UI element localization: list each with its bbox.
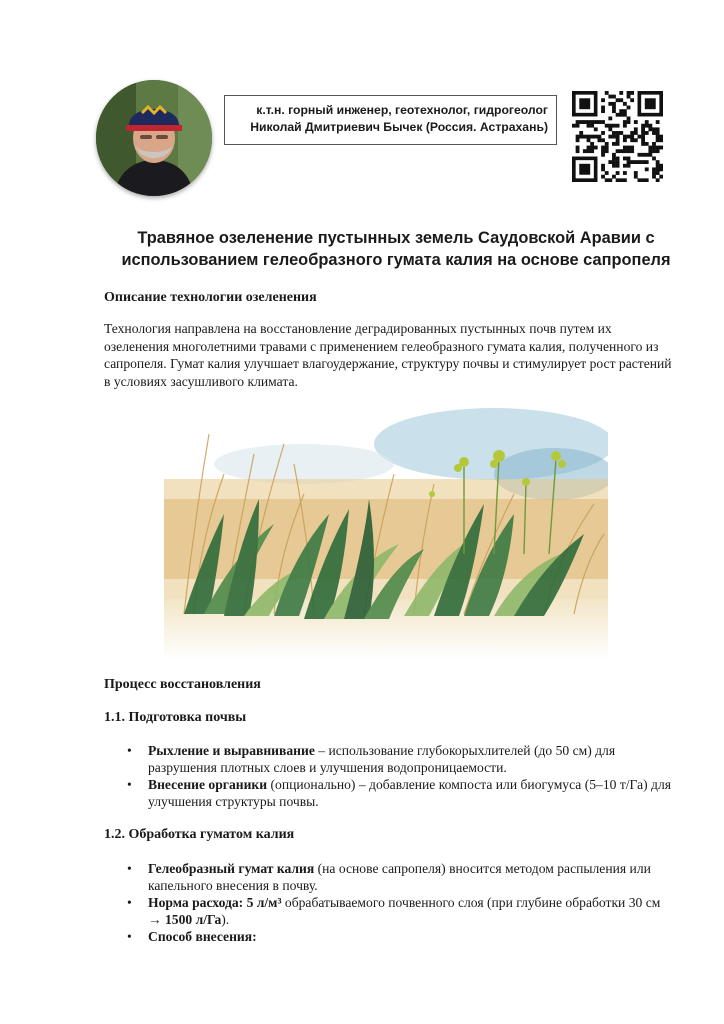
grass-illustration [164, 404, 608, 660]
title-line-2: использованием гелеобразного гумата калия на основе сапропеля [121, 251, 671, 269]
bullet: • [127, 895, 132, 910]
humate-list [104, 860, 674, 945]
author-photo [96, 80, 212, 196]
author-box [224, 95, 557, 145]
soil-prep-list [104, 742, 674, 810]
section-heading-description: Описание технологии озеленения [104, 290, 317, 305]
list-item: • Норма расхода: 5 л/м³ обрабатываемого почвенного слоя (при глубине обработки 30 см → 1500 л/Га). [127, 895, 661, 927]
author-name: Николай Дмитриевич Бычек (Россия. Астрахань) [250, 120, 548, 134]
qr-code-icon[interactable] [572, 91, 663, 182]
list-item: • Рыхление и выравнивание – использование глубокорыхлителей (до 50 см) для разрушения плотных слоев и улучшения водопроницаемости. [127, 743, 616, 775]
bullet: • [127, 929, 132, 944]
subsection-heading-soil-prep: 1.1. Подготовка почвы [104, 710, 247, 725]
author-credentials: к.т.н. горный инженер, геотехнолог, гидрогеолог [256, 103, 548, 117]
bullet: • [127, 861, 132, 876]
title-line-1: Травяное озеленение пустынных земель Саудовской Аравии с [137, 229, 655, 247]
description-paragraph: Технология направлена на восстановление деградированных пустынных почв путем их озеленения многолетними травами с применением гелеобразного гумата калия, полученного из сапропеля. Гумат калия улучшает влагоудержание, структуру почвы и стимулирует рост растений в условиях засушливого климата. [104, 321, 672, 389]
list-item: • Гелеобразный гумат калия (на основе сапропеля) вносится методом распыления или капельного внесения в почву. [127, 861, 651, 893]
page-title [90, 227, 702, 271]
bullet: • [127, 777, 132, 792]
list-item: • Способ внесения: [127, 929, 257, 944]
section-heading-process: Процесс восстановления [104, 677, 261, 692]
bullet: • [127, 743, 132, 758]
subsection-heading-humate: 1.2. Обработка гуматом калия [104, 827, 295, 842]
list-item: • Внесение органики (опционально) – добавление компоста или биогумуса (5–10 т/Га) для улучшения структуры почвы. [127, 777, 671, 809]
